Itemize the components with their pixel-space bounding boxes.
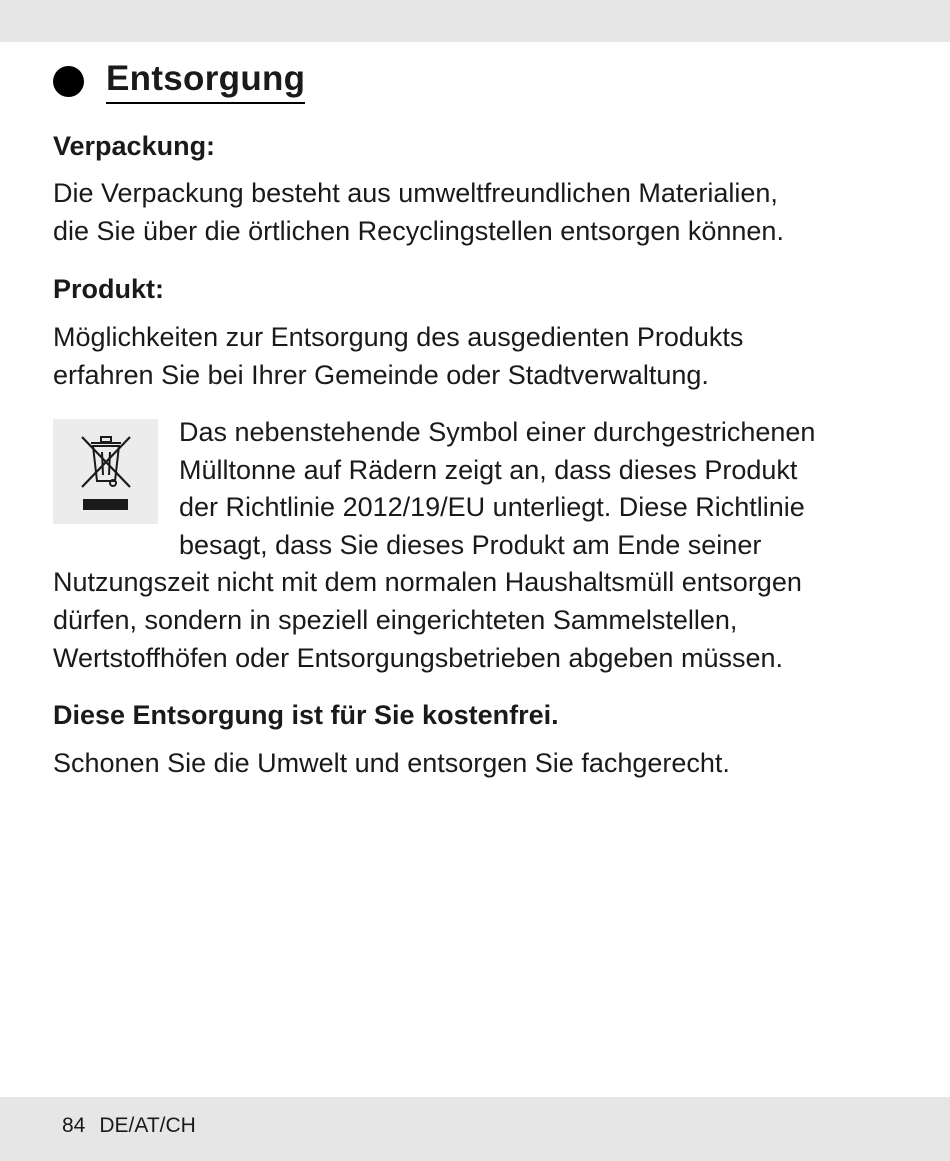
footer	[62, 1114, 196, 1138]
page-title: Entsorgung	[106, 58, 305, 104]
packaging-line: Die Verpackung besteht aus umweltfreundlichen Materialien,	[53, 178, 778, 208]
region-label: DE/AT/CH	[99, 1114, 196, 1137]
top-margin-band	[0, 0, 950, 42]
weee-line: Wertstoffhöfen oder Entsorgungsbetrieben abgeben müssen.	[53, 643, 783, 673]
free-disposal-notice: Diese Entsorgung ist für Sie kostenfrei.	[53, 700, 559, 730]
packaging-subheading: Verpackung:	[53, 131, 216, 161]
closing-line: Schonen Sie die Umwelt und entsorgen Sie fachgerecht.	[53, 748, 730, 778]
weee-line: Nutzungszeit nicht mit dem normalen Haushaltsmüll entsorgen	[53, 567, 802, 597]
weee-line: dürfen, sondern in speziell eingerichteten Sammelstellen,	[53, 605, 738, 635]
weee-line: Mülltonne auf Rädern zeigt an, dass dieses Produkt	[179, 454, 798, 485]
weee-paragraph-beside-icon	[179, 414, 815, 564]
weee-line: besagt, dass Sie dieses Produkt am Ende seiner	[179, 529, 762, 560]
weee-line: Das nebenstehende Symbol einer durchgestrichenen	[179, 417, 816, 447]
weee-paragraph-below	[53, 563, 802, 677]
page-number: 84	[62, 1114, 86, 1137]
product-paragraph	[53, 318, 743, 394]
packaging-paragraph	[53, 174, 784, 250]
packaging-line: die Sie über die örtlichen Recyclingstellen entsorgen können.	[53, 216, 784, 246]
weee-line: der Richtlinie 2012/19/EU unterliegt. Diese Richtlinie	[179, 492, 805, 522]
product-subheading: Produkt:	[53, 274, 164, 304]
product-line: Möglichkeiten zur Entsorgung des ausgedienten Produkts	[53, 322, 744, 352]
heading-bullet-icon	[53, 66, 84, 97]
product-line: erfahren Sie bei Ihrer Gemeinde oder Stadtverwaltung.	[53, 360, 709, 390]
weee-symbol-box	[53, 419, 158, 524]
crossed-out-wheelie-bin-icon	[53, 419, 158, 524]
closing-paragraph	[53, 744, 730, 782]
